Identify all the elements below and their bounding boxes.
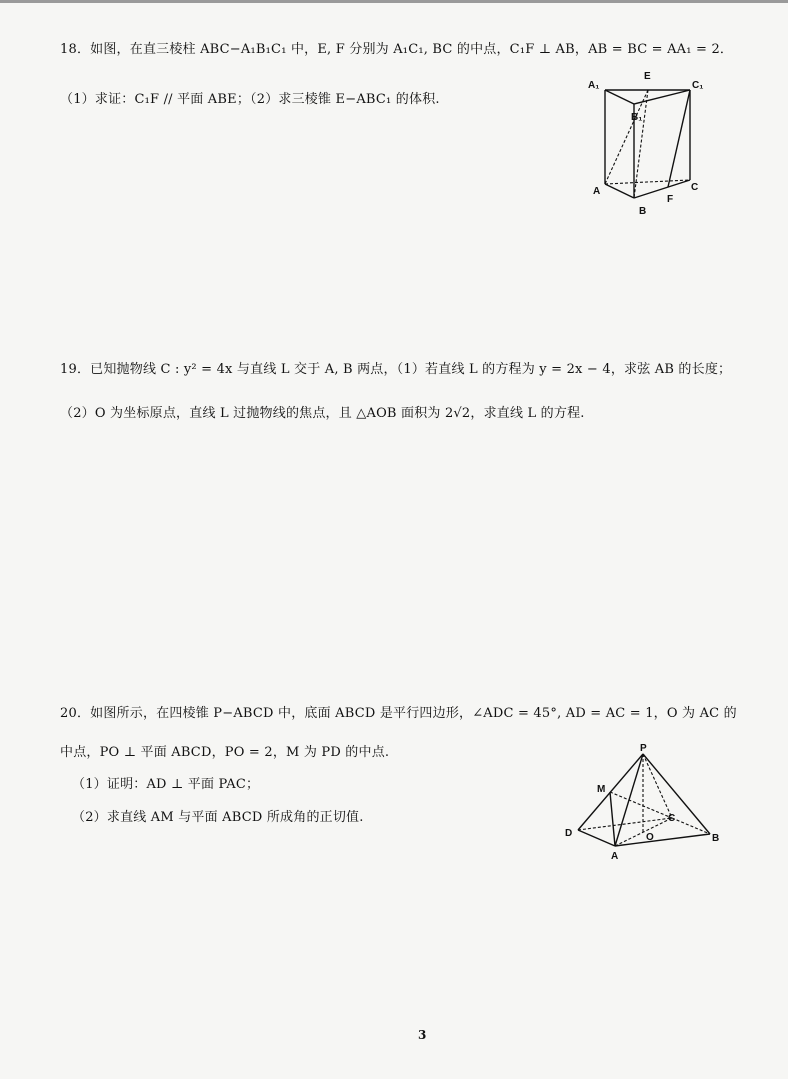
problem-19-statement: 19．已知抛物线 C : y² = 4x 与直线 L 交于 A, B 两点，（1）若直线 L 的方程为 y = 2x − 4，求弦 AB 的长度； [60, 362, 732, 377]
label-M: M [597, 784, 606, 795]
problem-20-part2: （2）求直线 AM 与平面 ABCD 所成角的正切值. [72, 810, 364, 825]
label-A1: A₁ [588, 80, 600, 91]
top-edge [0, 0, 788, 3]
problem-18-questions: （1）求证：C₁F // 平面 ABE；（2）求三棱锥 E−ABC₁ 的体积. [60, 92, 440, 107]
prism-figure [585, 68, 705, 220]
label-A: A [593, 186, 601, 197]
problem-20-statement: 20．如图所示，在四棱锥 P−ABCD 中，底面 ABCD 是平行四边形，∠ADC = 45°, AD = AC = 1，O 为 AC 的 [60, 706, 737, 721]
problem-20-statement-cont: 中点，PO ⊥ 平面 ABCD，PO = 2，M 为 PD 的中点. [60, 745, 390, 760]
problem-20-part1: （1）证明：AD ⊥ 平面 PAC； [72, 777, 260, 792]
label-P: P [640, 743, 647, 754]
pyramid-figure [560, 742, 730, 872]
page-number: 3 [418, 1028, 427, 1042]
label-C: C [691, 182, 699, 193]
label-O: O [646, 832, 654, 843]
label-F: F [667, 194, 674, 205]
label-D: D [565, 828, 573, 839]
label-A: A [611, 851, 619, 862]
label-B: B [712, 833, 720, 844]
label-B: B [639, 206, 647, 217]
problem-19-part2: （2）O 为坐标原点，直线 L 过抛物线的焦点，且 △AOB 面积为 2√2，求直线 L 的方程. [60, 406, 585, 421]
label-C1: C₁ [692, 80, 704, 91]
label-E: E [644, 71, 651, 82]
label-C: C [668, 813, 676, 824]
problem-18-statement: 18．如图，在直三棱柱 ABC−A₁B₁C₁ 中，E, F 分别为 A₁C₁, BC 的中点，C₁F ⊥ AB，AB = BC = AA₁ = 2． [60, 42, 734, 57]
label-B1: B₁ [631, 112, 643, 123]
